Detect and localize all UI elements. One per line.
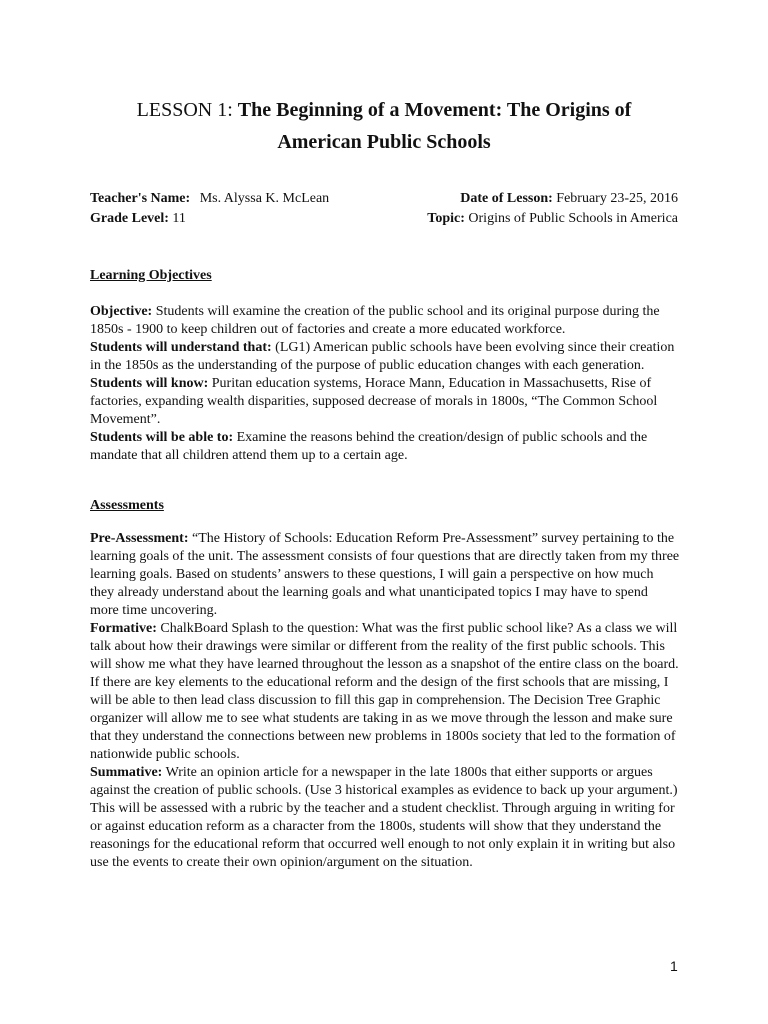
formative-label: Formative: — [90, 621, 157, 636]
learning-objectives-heading: Learning Objectives — [90, 268, 212, 283]
assessments-body — [90, 530, 680, 872]
pre-assessment-text: “The History of Schools: Education Reform Pre-Assessment” survey pertaining to the learning goals of the unit. The assessment consists of four questions that are directly taken from my three learning goals. Based on students’ answers to these questions, I will gain a perspective on how much they already understand about the learning goals and what unanticipated topics I may have to spend more time uncovering. — [90, 531, 680, 618]
date-label: Date of Lesson: — [460, 191, 553, 206]
summative-text: Write an opinion article for a newspaper in the late 1800s that either supports or argues against the creation of public schools. (Use 3 historical examples as evidence to back up your argument.) This will be assessed with a rubric by the teacher and a student checklist. Through arguing in writing for or against education reform as a character from the 1800s, students will show that they understand the reasonings for the educational reform that occurred well enough to not only explain it in writing but also use the events to create their own opinion/argument on the situation. — [90, 765, 678, 870]
formative-text: ChalkBoard Splash to the question: What was the first public school like? As a class we will talk about how their drawings were similar or different from the reality of the first public schools. This will show me what they have learned throughout the lesson as a snapshot of the entire class on the board. If there are key elements to the educational reform and the design of the first schools that are missing, I will be able to then lead class discussion to fill this gap in comprehension. The Decision Tree Graphic organizer will allow me to see what students are taking in as we move through the lesson and make sure that they understand the connections between new problems in 1800s society that led to the formation of nationwide public schools. — [90, 621, 679, 762]
know-label: Students will know: — [90, 376, 209, 391]
able-text: Examine the reasons behind the creation/design of public schools and the mandate that all children attend them up to a certain age. — [90, 430, 648, 463]
objective-label: Objective: — [90, 304, 153, 319]
teacher-label: Teacher's Name: — [90, 191, 191, 206]
able-label: Students will be able to: — [90, 430, 234, 445]
date-value: February 23-25, 2016 — [556, 191, 678, 206]
topic-field — [427, 210, 678, 228]
lesson-label: LESSON 1: — [136, 99, 233, 121]
meta-row-2 — [90, 210, 678, 228]
topic-value: Origins of Public Schools in America — [468, 211, 678, 226]
summative-label: Summative: — [90, 765, 163, 780]
pre-assessment-label: Pre-Assessment: — [90, 531, 189, 546]
understand-label: Students will understand that: — [90, 340, 272, 355]
lesson-title — [0, 94, 768, 158]
page-number: 1 — [670, 958, 678, 974]
grade-value: 11 — [172, 211, 186, 226]
assessments-heading: Assessments — [90, 498, 164, 513]
teacher-value: Ms. Alyssa K. McLean — [199, 191, 330, 206]
objective-text: Students will examine the creation of the public school and its original purpose during the 1850s - 1900 to keep children out of factories and create a more educated workforce. — [90, 304, 660, 337]
lesson-title-line1: The Beginning of a Movement: The Origins of — [237, 99, 632, 121]
grade-label: Grade Level: — [90, 211, 169, 226]
topic-label: Topic: — [427, 211, 465, 226]
understand-text: (LG1) American public schools have been evolving since their creation in the 1850s as the understanding of the purpose of public education changes with each generation. — [90, 340, 675, 373]
learning-objectives-body — [90, 303, 680, 465]
date-field — [460, 190, 678, 208]
meta-row-1 — [90, 190, 678, 208]
lesson-title-line2: American Public Schools — [277, 131, 491, 153]
know-text: Puritan education systems, Horace Mann, Education in Massachusetts, Rise of factories, expanding wealth disparities, supposed decrease of morals in 1800s, “The Common School Movement”. — [90, 376, 658, 427]
